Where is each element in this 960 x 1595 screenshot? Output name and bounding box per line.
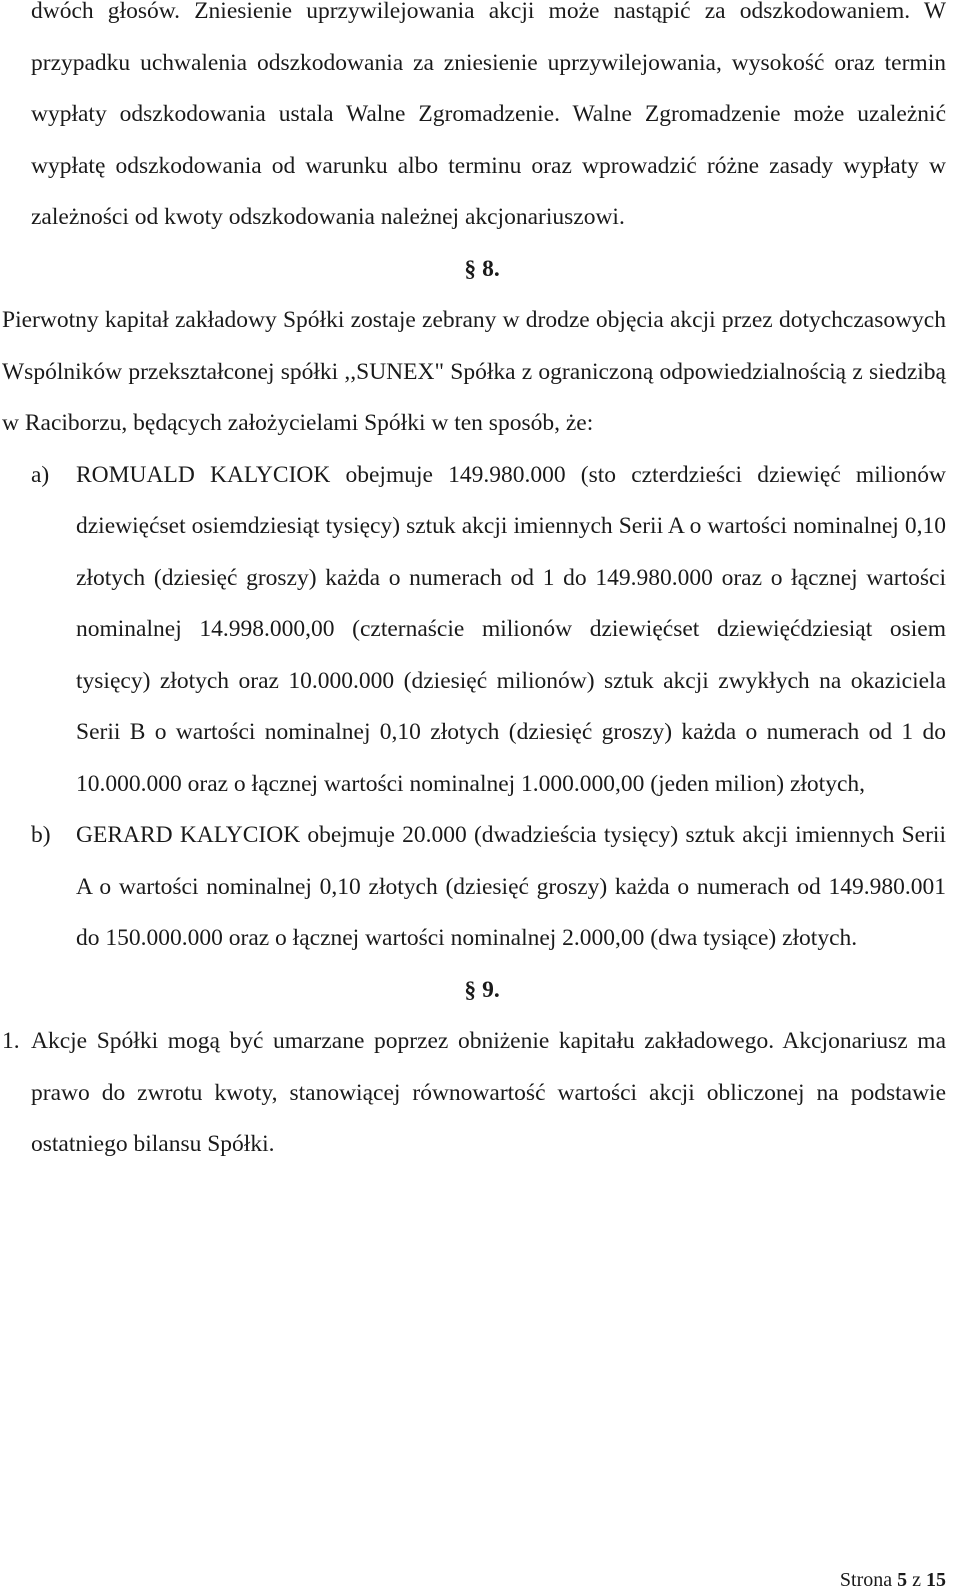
footer-total-pages: 15 <box>926 1569 946 1591</box>
section-8-heading <box>0 244 960 296</box>
list-item-a <box>0 450 960 811</box>
section-sign: § <box>464 255 477 282</box>
numbered-item-1-text: Akcje Spółki mogą być umarzane poprzez obniżenie kapitału zakładowego. Akcjonariusz ma prawo do zwrotu kwoty, stanowiącej równowartość wartości akcji obliczonej na podstawie ostatniego bilansu Spółki. <box>31 1028 946 1157</box>
footer-separator: z <box>912 1569 921 1591</box>
page-footer <box>840 1565 946 1595</box>
list-item-b-text: GERARD KALYCIOK obejmuje 20.000 (dwadzieścia tysięcy) sztuk akcji imiennych Serii A o wartości nominalnej 0,10 złotych (dziesięć groszy) każda o numerach od 149.980.001 do 150.000.000 oraz o łącznej wartości nominalnej 2.000,00 (dwa tysiące) złotych. <box>76 822 946 951</box>
list-item-a-text: ROMUALD KALYCIOK obejmuje 149.980.000 (sto czterdzieści dziewięć milionów dziewięćset osiemdziesiąt tysięcy) sztuk akcji imiennych Serii A o wartości nominalnej 0,10 złotych (dziesięć groszy) każda o numerach od 1 do 149.980.000 oraz o łącznej wartości nominalnej 14.998.000,00 (czternaście milionów dziewięćset dziewięćdziesiąt osiem tysięcy) złotych oraz 10.000.000 (dziesięć milionów) sztuk akcji zwykłych na okaziciela Serii B o wartości nominalnej 0,10 złotych (dziesięć groszy) każda o numerach od 1 do 10.000.000 oraz o łącznej wartości nominalnej 1.000.000,00 (jeden milion) złotych, <box>76 461 946 797</box>
section-8-number: 8. <box>482 255 500 282</box>
section-9-heading <box>0 965 960 1017</box>
numbered-item-1 <box>0 1016 960 1171</box>
section-8-intro: Pierwotny kapitał zakładowy Spółki zostaje zebrany w drodze objęcia akcji przez dotychczasowych Wspólników przekształconej spółki ,,SUNEX" Spółka z ograniczoną odpowiedzialnością z siedzibą w Raciborzu, będących założycielami Spółki w ten sposób, że: <box>2 307 946 436</box>
paragraph-continuation: dwóch głosów. Zniesienie uprzywilejowania akcji może nastąpić za odszkodowaniem. W przypadku uchwalenia odszkodowania za zniesienie uprzywilejowania, wysokość oraz termin wypłaty odszkodowania ustala Walne Zgromadzenie. Walne Zgromadzenie może uzależnić wypłatę odszkodowania od warunku albo terminu oraz wprowadzić różne zasady wypłaty w zależności od kwoty odszkodowania należnej akcjonariuszowi. <box>31 0 946 230</box>
list-item-b <box>0 810 960 965</box>
section-sign: § <box>464 976 477 1003</box>
numbered-marker-1: 1. <box>2 1028 20 1054</box>
section-9-number: 9. <box>482 976 500 1003</box>
list-marker-a: a) <box>31 461 50 488</box>
list-marker-b: b) <box>31 822 51 848</box>
footer-page-number: 5 <box>897 1569 908 1591</box>
footer-label: Strona <box>839 1569 893 1591</box>
